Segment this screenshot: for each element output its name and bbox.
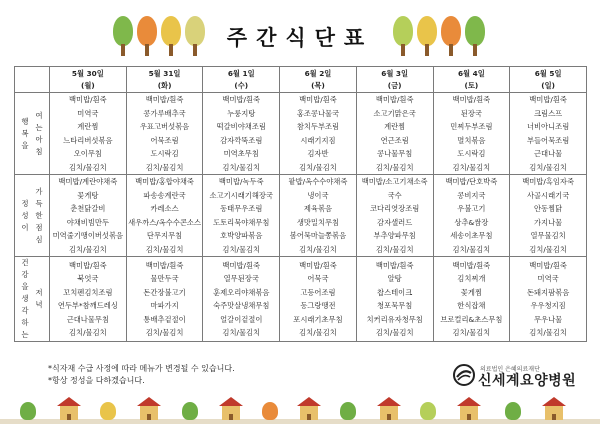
hospital-logo-icon (452, 364, 476, 386)
day-date: 6월 1일 (227, 68, 255, 78)
menu-cell (203, 257, 280, 342)
menu-item: 연두부*참깨드레싱 (57, 301, 118, 310)
menu-item: 국수 (387, 190, 402, 200)
page-title: 주간식단표 (226, 26, 374, 50)
menu-item: 참치두부조림 (296, 122, 340, 131)
house-icon (300, 406, 318, 420)
house-icon (140, 406, 158, 420)
tree-icon (420, 402, 436, 420)
menu-cell (280, 257, 357, 342)
menu-item: 치커리유자청무침 (366, 314, 423, 324)
menu-item: 꽃게탕 (77, 190, 99, 200)
menu-item: 우우청지짐 (530, 301, 566, 310)
day-date: 5월 31일 (148, 68, 181, 78)
menu-item: 감자샐러드 (377, 217, 413, 227)
menu-item: 콩가루배추국 (143, 108, 186, 118)
tree-icon (182, 402, 198, 420)
menu-item: 꼬치펜김치조림 (63, 287, 113, 297)
menu-item: 알탕 (387, 274, 402, 283)
menu-item: 김자반 (307, 149, 329, 158)
meal-side-label: 건강을 생각하는 (21, 258, 29, 339)
house-icon (460, 406, 478, 420)
meal-label (15, 93, 50, 175)
meal-row (15, 257, 587, 342)
menu-body (15, 93, 587, 342)
menu-item: 홍조콩나물국 (296, 108, 340, 118)
menu-item: 백미밥/흰죽 (299, 95, 337, 104)
tree-icon (440, 14, 462, 58)
menu-item: 돈간장불고기 (143, 287, 186, 297)
day-header (356, 67, 433, 93)
notes (48, 363, 235, 387)
meal-row (15, 175, 587, 257)
menu-cell (433, 93, 510, 175)
menu-item: 느타리버섯볶음 (63, 135, 113, 145)
menu-item: 소고기시래기해장국 (209, 190, 273, 200)
day-date: 6월 2일 (304, 68, 332, 78)
menu-item: 누룽지탕 (227, 108, 256, 118)
menu-item: 백미밥/흰죽 (145, 260, 184, 270)
menu-item: 백미밥/흰죽 (69, 260, 107, 270)
menu-cell (433, 175, 510, 257)
meal-name: 저녁 (35, 288, 43, 309)
day-header (510, 67, 587, 93)
menu-item: 부들어묵조림 (526, 135, 570, 145)
menu-item: 김치/물김치 (222, 162, 261, 172)
menu-item: 김치/물김치 (222, 328, 261, 337)
menu-item: 김치찌개 (457, 274, 486, 283)
menu-item: 안동찜닭 (534, 204, 563, 213)
menu-cell (356, 257, 433, 342)
menu-item: 꽃게찜 (460, 287, 482, 297)
menu-item: 감자깍뚝조림 (220, 135, 263, 145)
menu-item: 백미밥/흰죽 (222, 260, 261, 270)
day-weekday: (수) (234, 80, 249, 90)
header-row (15, 67, 587, 93)
menu-cell (280, 93, 357, 175)
menu-item: 백미밥/흰죽 (375, 95, 414, 104)
menu-item: 계란찜 (77, 122, 99, 131)
menu-item: 김치/물김치 (375, 328, 414, 337)
menu-cell (126, 175, 203, 257)
menu-item: 돈돼지팜볶음 (526, 287, 570, 297)
tree-icon (20, 402, 36, 420)
menu-item: 부추양파무침 (373, 231, 416, 240)
menu-item: 백미밥/흑임자죽 (522, 177, 575, 186)
menu-item: 김치/물김치 (452, 162, 491, 172)
menu-item: 김치/물김치 (529, 328, 567, 337)
menu-item: 너비아니조림 (526, 122, 570, 131)
day-header (50, 67, 127, 93)
menu-item: 근대나물무침 (66, 314, 109, 324)
menu-cell (50, 257, 127, 342)
menu-item: 미역국 (77, 108, 99, 118)
tree-icon (262, 402, 278, 420)
menu-item: 백미밥/단호박죽 (445, 177, 498, 186)
menu-item: 김치/물김치 (529, 162, 567, 172)
menu-item: 냉이국 (307, 190, 329, 200)
menu-item: 호박양파볶음 (220, 231, 263, 240)
menu-item: 미역국 (537, 274, 559, 283)
menu-item: 어묵조림 (150, 135, 179, 145)
menu-item: 포시래기초무침 (293, 314, 343, 324)
menu-item: 김치/물김치 (375, 162, 414, 172)
menu-item: 김치/물김치 (69, 162, 107, 172)
menu-cell (510, 175, 587, 257)
menu-cell (510, 93, 587, 175)
menu-item: 시래기지짐 (300, 135, 336, 145)
day-date: 6월 5일 (534, 68, 562, 78)
menu-item: 김치/물김치 (69, 328, 107, 337)
menu-item: 오이무침 (73, 149, 102, 158)
tree-icon (392, 14, 414, 58)
menu-item: 봄어묵마늘쫑볶음 (289, 231, 347, 240)
menu-item: 열무물김치 (530, 231, 566, 240)
menu-cell (510, 257, 587, 342)
menu-item: 김치/물김치 (222, 244, 261, 254)
house-icon (60, 406, 78, 420)
hospital-logo (452, 364, 587, 389)
menu-item: 백미밥/흰죽 (69, 95, 107, 104)
menu-cell (280, 175, 357, 257)
menu-item: 콩나물무침 (377, 149, 413, 158)
day-weekday: (화) (157, 80, 172, 90)
corner-cell (15, 67, 50, 93)
menu-item: 팥밥/옥수수야채죽 (288, 177, 348, 186)
note-line: *식자재 수급 사정에 따라 메뉴가 변경될 수 있습니다. (48, 364, 235, 373)
weekly-menu-table (14, 66, 587, 342)
menu-item: 김치/물김치 (69, 244, 107, 254)
menu-item: 계란찜 (384, 122, 406, 131)
note-line: *항상 정성을 다하겠습니다. (48, 376, 145, 385)
menu-item: 동태무우조림 (220, 204, 263, 213)
menu-item: 고등어조림 (300, 287, 336, 297)
menu-item: 한식잡채 (457, 301, 486, 310)
menu-cell (203, 93, 280, 175)
menu-item: 우표고버섯볶음 (139, 122, 190, 131)
menu-item: 백미밥/녹두죽 (218, 177, 264, 186)
menu-item: 떡갈비야채조림 (216, 122, 266, 131)
house-icon (380, 406, 398, 420)
menu-item: 얼갈이겉절이 (220, 314, 263, 324)
menu-item: 도시락김 (150, 149, 179, 158)
menu-item: 김치/물김치 (375, 244, 414, 254)
menu-item: 근대나물 (534, 149, 563, 158)
tree-icon (464, 14, 486, 58)
menu-item: 브로컬리&초스무침 (440, 314, 503, 324)
day-date: 5월 30일 (71, 68, 104, 78)
tree-icon (340, 402, 356, 420)
menu-item: 숙주맛살냉채무침 (213, 301, 270, 310)
menu-item: 김치/물김치 (145, 244, 184, 254)
menu-item: 춘천닭갈비 (70, 204, 106, 213)
menu-item: 물만두국 (150, 274, 179, 283)
menu-item: 김치/물김치 (145, 162, 184, 172)
logo-subtitle: 의료법인 은혜의료재단 (480, 366, 540, 373)
menu-item: 백미밥/흰죽 (145, 95, 184, 104)
menu-item: 된장국 (460, 108, 482, 118)
menu-item: 소고기맑은국 (373, 108, 416, 118)
menu-item: 훈제오리야채볶음 (213, 287, 270, 297)
menu-item: 백미밥/소고기채소죽 (361, 177, 428, 186)
menu-item: 백미밥/흰죽 (452, 95, 491, 104)
menu-item: 콩비지국 (457, 190, 486, 200)
menu-cell (356, 93, 433, 175)
menu-item: 제육볶음 (303, 204, 333, 213)
house-icon (545, 406, 563, 420)
menu-item: 야채비빔만두 (66, 217, 109, 227)
menu-item: 미역줄기땡이버섯볶음 (52, 231, 124, 240)
menu-item: 백미밥/흰죽 (299, 260, 337, 270)
menu-item: 김치/물김치 (452, 328, 491, 337)
day-header (433, 67, 510, 93)
menu-item: 멸치볶음 (457, 135, 486, 145)
menu-item: 백미밥/흰죽 (375, 260, 414, 270)
meal-label (15, 175, 50, 257)
menu-item: 백미밥/흰죽 (452, 260, 491, 270)
menu-item: 단무지무침 (146, 231, 183, 240)
menu-item: 백미밥/흰죽 (222, 95, 261, 104)
menu-item: 백미밥/흰죽 (529, 95, 567, 104)
menu-cell (126, 257, 203, 342)
menu-item: 연근조림 (380, 135, 409, 145)
menu-item: 가지나물 (534, 217, 563, 227)
menu-item: 코다리엿장조림 (369, 204, 420, 213)
village-decoration (0, 392, 600, 424)
menu-item: 도토리묵야채무침 (213, 217, 270, 227)
menu-item: 찹스테이크 (377, 287, 413, 297)
tree-decoration-right (392, 14, 486, 58)
menu-item: 민찌두부조림 (450, 122, 493, 131)
meal-label (15, 257, 50, 342)
menu-item: 백미밥/흰죽 (529, 260, 567, 270)
menu-item: 우불고기 (457, 204, 486, 213)
day-weekday: (목) (311, 80, 325, 90)
meal-name: 가득한 점심 (35, 186, 43, 244)
menu-item: 김치/물김치 (299, 162, 337, 172)
meal-side-label: 정성이 (21, 198, 29, 232)
menu-item: 카레소스 (150, 204, 179, 213)
menu-cell (50, 175, 127, 257)
menu-item: 통배추겉절이 (143, 314, 186, 324)
menu-item: 청포묵무침 (377, 301, 413, 310)
menu-item: 사골시래기국 (526, 190, 570, 200)
header-banner (0, 0, 600, 66)
menu-item: 새우까스/옥수수콘소스 (128, 217, 202, 227)
tree-icon (416, 14, 438, 58)
menu-item: 생맛밀치무침 (296, 217, 340, 227)
menu-item: 파송송계란국 (143, 190, 186, 200)
menu-item: 크림스프 (534, 108, 563, 118)
menu-cell (356, 175, 433, 257)
meal-name: 여는 아침 (35, 110, 43, 156)
meal-side-label: 행복을 (21, 116, 29, 150)
menu-item: 김치/물김치 (299, 328, 337, 337)
day-header (280, 67, 357, 93)
day-header (203, 67, 280, 93)
menu-item: 어묵국 (307, 274, 329, 283)
menu-cell (126, 93, 203, 175)
menu-item: 백미밥/홍합야채죽 (135, 177, 194, 186)
menu-item: 김치/물김치 (145, 328, 184, 337)
tree-icon (100, 402, 116, 420)
menu-item: 상추&쌈장 (454, 217, 489, 227)
menu-cell (433, 257, 510, 342)
menu-item: 미역초무침 (223, 149, 259, 158)
menu-item: 동그랑땡전 (300, 301, 336, 310)
menu-item: 김치/물김치 (299, 244, 337, 254)
menu-item: 북엇국 (77, 274, 99, 283)
menu-cell (50, 93, 127, 175)
menu-item: 열무된장국 (223, 274, 259, 283)
menu-item: 마파가지 (150, 301, 179, 310)
menu-item: 도시락김 (457, 149, 486, 158)
menu-cell (203, 175, 280, 257)
logo-name: 신세계요양병원 (478, 373, 577, 389)
menu-item: 김치/물김치 (452, 244, 491, 254)
day-weekday: (월) (80, 80, 95, 90)
day-weekday: (금) (387, 80, 402, 90)
meal-row (15, 93, 587, 175)
house-icon (222, 406, 240, 420)
menu-item: 무우나물 (534, 314, 563, 324)
tree-icon (505, 402, 521, 420)
day-header (126, 67, 203, 93)
day-date: 6월 4일 (457, 68, 485, 78)
day-weekday: (일) (541, 80, 555, 90)
menu-item: 세송이초무침 (450, 231, 493, 240)
day-weekday: (토) (464, 80, 479, 90)
day-date: 6월 3일 (381, 68, 409, 78)
menu-item: 김치/물김치 (529, 244, 567, 254)
menu-item: 백미밥/계란야채죽 (58, 177, 118, 186)
